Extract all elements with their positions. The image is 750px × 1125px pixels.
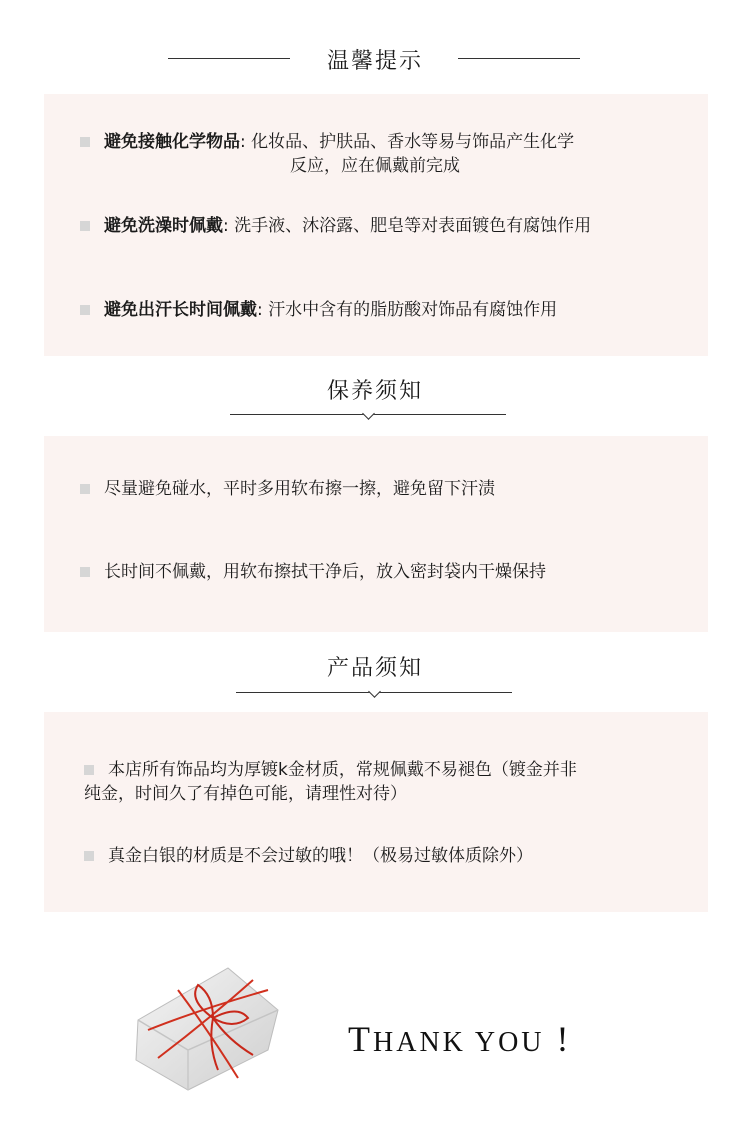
list-item bbox=[80, 130, 700, 178]
item-heading: 避免接触化学物品 bbox=[104, 132, 240, 152]
item-text: 洗手液、沐浴露、肥皂等对表面镀色有腐蚀作用 bbox=[234, 216, 592, 236]
item-text: 真金白银的材质是不会过敏的哦！（极易过敏体质除外） bbox=[108, 846, 533, 866]
product-panel bbox=[44, 712, 708, 912]
underline-notch bbox=[368, 685, 381, 698]
title-rule-right bbox=[458, 58, 580, 59]
section-title-tips: 温馨提示 bbox=[326, 49, 423, 74]
item-text: 汗水中含有的脂肪酸对饰品有腐蚀作用 bbox=[268, 300, 558, 320]
section-title-product: 产品须知 bbox=[326, 656, 423, 681]
item-separator: : bbox=[257, 300, 263, 320]
thanks-rest: HANK YOU bbox=[373, 1027, 545, 1058]
list-item bbox=[80, 477, 720, 501]
item-heading: 避免出汗长时间佩戴 bbox=[104, 300, 257, 320]
item-separator: : bbox=[223, 216, 229, 236]
thanks-initial: T bbox=[348, 1019, 373, 1059]
bullet-square-icon bbox=[80, 221, 90, 231]
thank-you-text bbox=[348, 1018, 572, 1060]
gift-package-icon bbox=[118, 950, 288, 1104]
bullet-square-icon bbox=[80, 567, 90, 577]
item-text: 长时间不佩戴，用软布擦拭干净后，放入密封袋内干燥保持 bbox=[104, 562, 546, 582]
bullet-square-icon bbox=[80, 137, 90, 147]
item-separator: : bbox=[240, 132, 246, 152]
list-item bbox=[84, 758, 704, 806]
list-item bbox=[80, 560, 720, 584]
bullet-square-icon bbox=[80, 305, 90, 315]
item-text: 本店所有饰品均为厚镀k金材质，常规佩戴不易褪色（镀金并非 bbox=[108, 760, 577, 780]
bullet-square-icon bbox=[84, 765, 94, 775]
item-heading: 避免洗澡时佩戴 bbox=[104, 216, 223, 236]
list-item bbox=[80, 298, 720, 322]
item-text-continued: 反应，应在佩戴前完成 bbox=[290, 156, 460, 176]
item-text: 化妆品、护肤品、香水等易与饰品产生化学 bbox=[251, 132, 575, 152]
item-text-continued: 纯金，时间久了有掉色可能，请理性对待） bbox=[84, 784, 407, 804]
care-panel bbox=[44, 436, 708, 632]
bullet-square-icon bbox=[80, 484, 90, 494]
underline-notch bbox=[362, 407, 375, 420]
list-item bbox=[80, 214, 720, 238]
list-item bbox=[84, 844, 704, 868]
item-text: 尽量避免碰水，平时多用软布擦一擦，避免留下汗渍 bbox=[104, 479, 495, 499]
section-title-care: 保养须知 bbox=[326, 379, 423, 404]
thanks-exclamation: ! bbox=[544, 1019, 572, 1059]
bullet-square-icon bbox=[84, 851, 94, 861]
